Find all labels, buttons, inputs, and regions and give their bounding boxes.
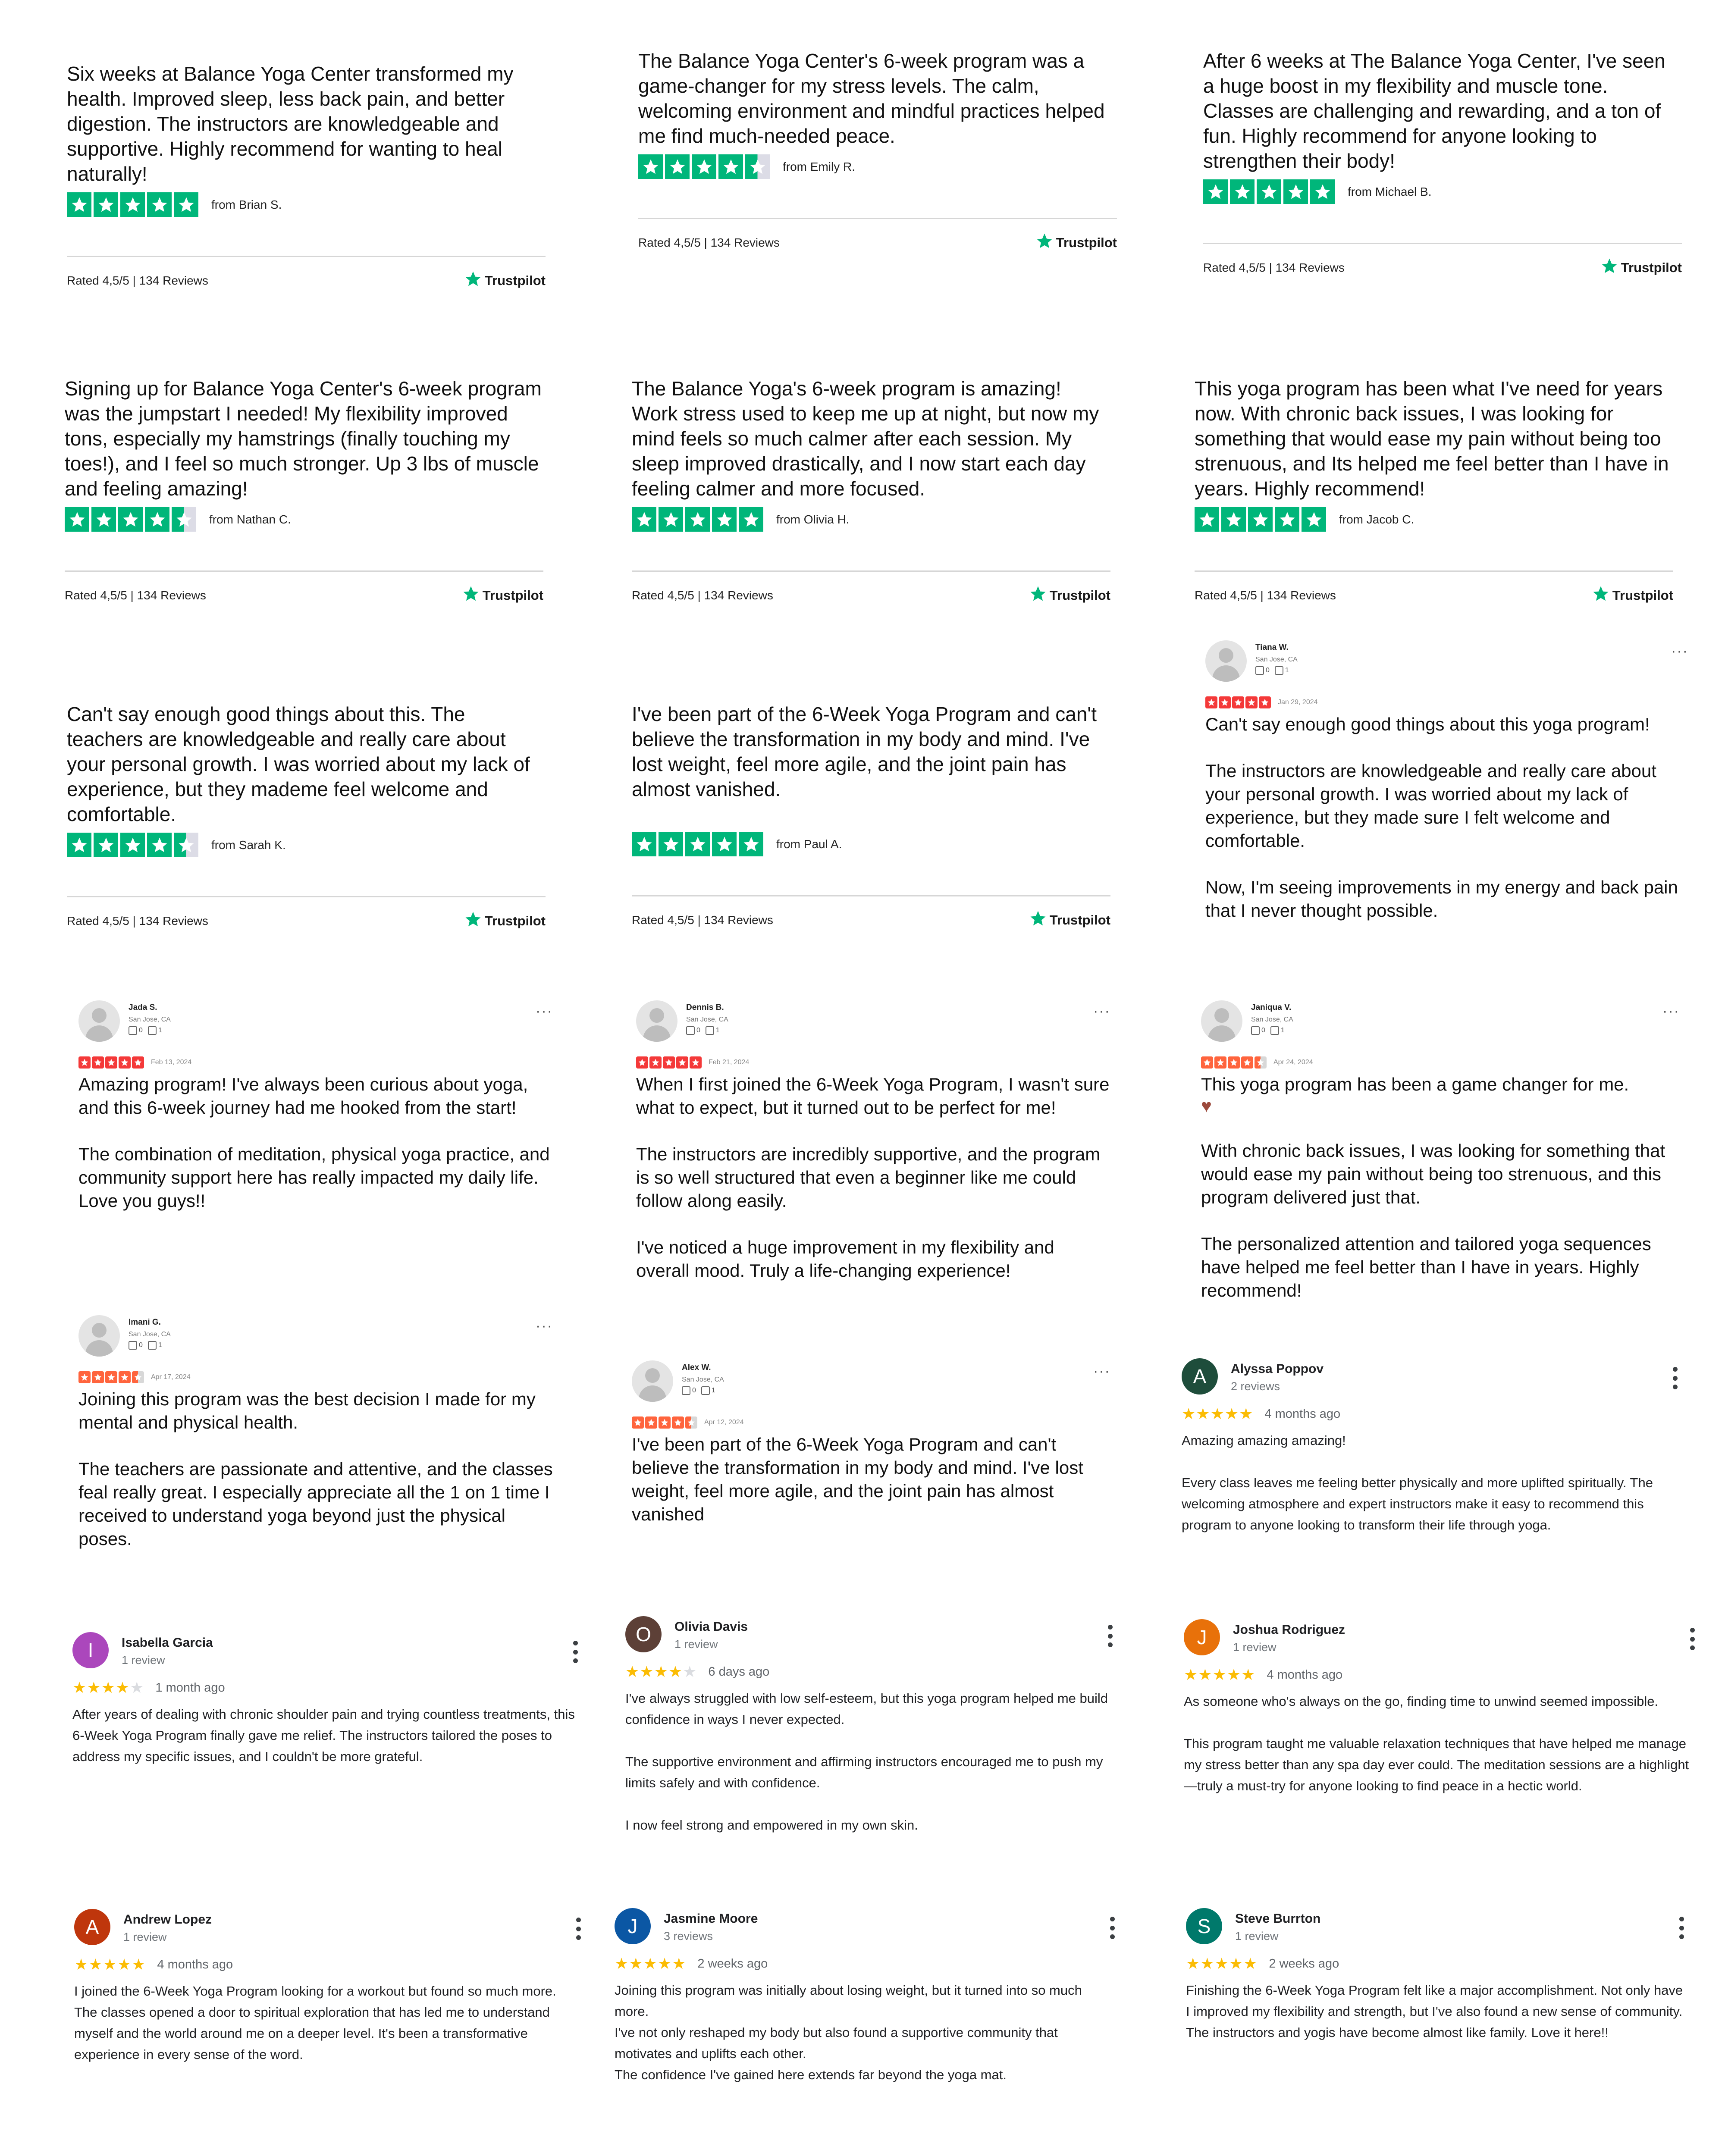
trustpilot-star-icon (1035, 232, 1054, 254)
rating-summary: Rated 4,5/5 | 134 Reviews (1203, 261, 1345, 274)
star-icon (92, 1056, 104, 1069)
rating-summary: Rated 4,5/5 | 134 Reviews (638, 236, 780, 249)
avatar[interactable]: S (1186, 1908, 1222, 1944)
review-count: 1 review (1235, 1930, 1279, 1943)
star-icon (78, 1056, 91, 1069)
more-options-icon[interactable]: ··· (1093, 1363, 1110, 1379)
reviewer-stats (1255, 666, 1289, 675)
avatar[interactable] (1205, 640, 1247, 682)
yelp-review-card (632, 1360, 1110, 1526)
avatar[interactable]: O (625, 1616, 662, 1652)
star-rating (1184, 1666, 1255, 1684)
reviewer-name[interactable]: Alyssa Poppov (1231, 1362, 1324, 1376)
friends-icon: 0 (686, 1026, 700, 1035)
star-icon: ★ (74, 1955, 89, 1973)
avatar[interactable]: J (1184, 1619, 1220, 1655)
star-rating (1186, 1955, 1258, 1973)
avatar[interactable]: J (615, 1908, 651, 1944)
friends-icon: 0 (682, 1386, 696, 1395)
star-icon: ★ (668, 1663, 683, 1680)
star-icon: ★ (1229, 1955, 1244, 1972)
review-date: Apr 12, 2024 (704, 1419, 744, 1426)
star-icon (739, 832, 763, 856)
trustpilot-logo[interactable]: Trustpilot (464, 910, 546, 932)
review-age: 1 month ago (155, 1680, 225, 1695)
star-icon (1259, 696, 1271, 708)
star-rating (632, 507, 763, 532)
star-icon: ★ (1198, 1666, 1213, 1683)
star-icon (659, 507, 683, 532)
trustpilot-star-icon (462, 585, 480, 606)
review-text: This yoga program has been what I've need for years now. With chronic back issues, I was looking for something that would ease my pain without being too strenuous, and Its helped me feel better than I have in years. Highly recommend! (1195, 377, 1669, 500)
review-age: 2 weeks ago (697, 1956, 768, 1971)
star-icon: ★ (1210, 1405, 1225, 1423)
star-icon (690, 1056, 702, 1069)
star-icon (1230, 179, 1255, 204)
star-icon (1221, 507, 1246, 532)
heart-emoji: ♥ (1201, 1096, 1212, 1116)
star-icon (1219, 696, 1231, 708)
divider (67, 896, 546, 897)
star-icon (172, 507, 196, 532)
google-review-card (72, 1632, 578, 1813)
avatar[interactable] (78, 1000, 120, 1042)
rating-summary: Rated 4,5/5 | 134 Reviews (67, 914, 208, 928)
review-text: Finishing the 6-Week Yoga Program felt like a major accomplishment. Not only have I improved my flexibility and strength, but I've also found a new sense of community. The instructors and yogis have become almost like family. Love it here!! (1186, 1983, 1683, 2040)
reviews-icon: 1 (148, 1026, 162, 1035)
star-icon (685, 1416, 697, 1429)
avatar[interactable] (636, 1000, 677, 1042)
trustpilot-review-card (632, 376, 1110, 606)
rating-summary: Rated 4,5/5 | 134 Reviews (67, 274, 208, 287)
avatar[interactable]: I (72, 1632, 109, 1668)
star-icon: ★ (101, 1679, 116, 1696)
star-icon (685, 832, 710, 856)
avatar[interactable]: A (74, 1909, 110, 1945)
star-icon (645, 1416, 657, 1429)
review-count: 1 review (123, 1930, 167, 1943)
star-icon (120, 192, 145, 217)
review-count: 1 review (122, 1654, 165, 1667)
star-icon (119, 1371, 131, 1383)
star-icon (1255, 1056, 1267, 1069)
trustpilot-star-icon (1029, 585, 1047, 606)
star-icon (94, 833, 118, 857)
yelp-review-card (78, 1315, 553, 1551)
reviewer-stats (129, 1026, 162, 1035)
reviewer-name: from Brian S. (211, 197, 282, 211)
rating-summary: Rated 4,5/5 | 134 Reviews (65, 589, 206, 602)
star-icon (676, 1056, 688, 1069)
star-rating (632, 1416, 697, 1429)
reviewer-name[interactable]: Alex W. (682, 1363, 711, 1372)
more-options-icon[interactable]: ··· (1671, 643, 1688, 659)
reviews-icon: 1 (701, 1386, 715, 1395)
star-icon (1195, 507, 1219, 532)
star-icon (1302, 507, 1326, 532)
star-rating (74, 1955, 146, 1974)
review-count: 3 reviews (664, 1930, 713, 1943)
star-icon (1214, 1056, 1226, 1069)
yelp-review-card (636, 1000, 1110, 1282)
review-text: Can't say enough good things about this yoga program! The instructors are knowledgeable and really care about your personal growth. I was worried about my lack of experience, but they made sure I felt welcome and comfortable. Now, I'm seeing improvements in my energy and back pain that I never thought possible. (1205, 714, 1678, 921)
review-text: The Balance Yoga's 6-week program is amazing! Work stress used to keep me up at night, but now my mind feels so much calmer after each session. My sleep improved drastically, and I now start each day feeling calmer and more focused. (632, 377, 1099, 500)
star-icon: ★ (1196, 1405, 1211, 1423)
trustpilot-logo[interactable]: Trustpilot (462, 585, 543, 606)
star-icon (1257, 179, 1281, 204)
star-icon (1310, 179, 1335, 204)
review-text: The Balance Yoga Center's 6-week program was a game-changer for my stress levels. The calm, welcoming environment and mindful practices helped me find much-needed peace. (638, 50, 1105, 147)
star-icon (665, 154, 690, 179)
reviewer-name[interactable]: Joshua Rodriguez (1233, 1623, 1346, 1637)
star-icon (638, 154, 663, 179)
star-icon: ★ (130, 1679, 144, 1696)
star-icon: ★ (87, 1679, 101, 1696)
star-icon: ★ (629, 1955, 643, 1972)
star-icon: ★ (88, 1955, 103, 1973)
review-text: Amazing amazing amazing! Every class leaves me feeling better physically and more uplifted spiritually. The welcoming atmosphere and expert instructors make it easy to recommend this program to anyone looking to transform their life through yoga. (1182, 1433, 1653, 1532)
star-icon (1283, 179, 1308, 204)
star-icon (1245, 696, 1258, 708)
star-rating (67, 833, 198, 857)
star-icon (174, 833, 198, 857)
review-text: This yoga program has been a game changer for me. (1201, 1074, 1629, 1094)
star-icon: ★ (625, 1663, 640, 1680)
star-icon: ★ (1212, 1666, 1227, 1683)
trustpilot-review-card (67, 702, 546, 932)
more-options-icon[interactable]: ··· (1662, 1003, 1680, 1019)
star-rating (1182, 1405, 1253, 1423)
star-icon: ★ (72, 1679, 87, 1696)
star-icon: ★ (643, 1955, 658, 1972)
trustpilot-review-card (638, 48, 1117, 254)
star-rating (632, 832, 763, 856)
google-review-card (1186, 1908, 1684, 2089)
rating-summary: Rated 4,5/5 | 134 Reviews (1195, 589, 1336, 602)
divider (632, 895, 1110, 896)
reviewer-location: San Jose, CA (1251, 1016, 1293, 1023)
avatar[interactable] (78, 1315, 120, 1357)
yelp-review-card (1205, 640, 1688, 922)
star-icon (712, 507, 737, 532)
reviewer-name[interactable]: Imani G. (129, 1318, 161, 1327)
star-icon (692, 154, 716, 179)
reviewer-name[interactable]: Janiqua V. (1251, 1003, 1292, 1012)
reviewer-name: from Sarah K. (211, 838, 286, 852)
rating-summary: Rated 4,5/5 | 134 Reviews (632, 913, 773, 927)
star-icon (119, 1056, 131, 1069)
star-icon: ★ (672, 1955, 687, 1972)
star-rating (636, 1056, 702, 1069)
review-age: 6 days ago (708, 1664, 770, 1679)
google-review-card (74, 1909, 581, 2090)
reviewer-name[interactable]: Dennis B. (686, 1003, 724, 1012)
star-rating (1203, 179, 1335, 204)
google-review-card (615, 1908, 1115, 2089)
star-icon: ★ (615, 1955, 629, 1972)
star-icon (659, 832, 683, 856)
star-icon (1275, 507, 1299, 532)
reviewer-name[interactable]: Olivia Davis (674, 1620, 748, 1634)
more-options-icon[interactable]: ··· (536, 1318, 553, 1334)
reviewer-location: San Jose, CA (686, 1016, 728, 1023)
divider (1195, 570, 1673, 572)
trustpilot-logo[interactable]: Trustpilot (1592, 585, 1673, 606)
trustpilot-review-card (1195, 376, 1673, 606)
star-icon (632, 832, 656, 856)
yelp-review-card (1201, 1000, 1680, 1302)
avatar[interactable]: A (1182, 1358, 1218, 1395)
star-icon (632, 507, 656, 532)
review-text: I joined the 6-Week Yoga Program looking for a workout but found so much more. The classes opened a door to spiritual exploration that has led me to understand myself and the world around me on a deeper level. It's been a transformative experience in every sense of the word. (74, 1984, 556, 2062)
review-text: Amazing program! I've always been curious about yoga, and this 6-week journey had me hooked from the start! The combination of meditation, physical yoga practice, and community support here has really impacted my daily life. Love you guys!! (78, 1074, 550, 1211)
review-count: 2 reviews (1231, 1380, 1280, 1393)
star-icon (174, 192, 198, 217)
review-text: Can't say enough good things about this. The teachers are knowledgeable and really care about your personal growth. I was worried about my lack of experience, but they mademe feel welcome and comfortable. (67, 703, 530, 825)
google-review-card (1182, 1358, 1678, 1565)
reviewer-name[interactable]: Tiana W. (1255, 643, 1289, 652)
reviewer-stats (682, 1386, 715, 1395)
review-date: Apr 17, 2024 (151, 1373, 191, 1381)
more-options-icon[interactable] (1110, 1917, 1115, 1939)
star-rating (1201, 1056, 1267, 1069)
star-icon (67, 192, 91, 217)
star-icon (105, 1056, 117, 1069)
more-options-icon[interactable] (573, 1641, 578, 1663)
star-icon: ★ (640, 1663, 654, 1680)
star-icon: ★ (1239, 1405, 1254, 1423)
star-rating (638, 154, 770, 179)
star-icon (1241, 1056, 1253, 1069)
reviewer-name[interactable]: Andrew Lopez (123, 1912, 212, 1927)
star-rating (615, 1955, 686, 1973)
google-review-card (625, 1616, 1113, 1858)
reviews-icon: 1 (1270, 1026, 1285, 1035)
star-rating (78, 1371, 144, 1383)
reviewer-name[interactable]: Isabella Garcia (122, 1636, 213, 1650)
reviews-icon: 1 (148, 1341, 162, 1350)
reviewer-name[interactable]: Steve Burrton (1235, 1912, 1321, 1926)
review-text: As someone who's always on the go, finding time to unwind seemed impossible. This program taught me valuable relaxation techniques that have helped me manage my stress better than any spa day ever could. The meditation sessions are a highlight—truly a must-try for anyone looking to find peace in a hectic world. (1184, 1694, 1689, 1793)
review-date: Feb 21, 2024 (709, 1059, 750, 1066)
star-icon (712, 832, 737, 856)
trustpilot-logo[interactable]: Trustpilot (1029, 909, 1110, 931)
star-rating (625, 1663, 697, 1681)
more-options-icon[interactable] (1679, 1917, 1684, 1939)
trustpilot-logo[interactable]: Trustpilot (464, 270, 546, 291)
review-text: Six weeks at Balance Yoga Center transformed my health. Improved sleep, less back pain, and better digestion. The instructors are knowledgeable and supportive. Highly recommend for wanting to heal naturally! (67, 63, 514, 185)
star-icon: ★ (1241, 1666, 1256, 1683)
review-text: I've been part of the 6-Week Yoga Program and can't believe the transformation in my body and mind. I've lost weight, feel more agile, and the joint pain has almost vanished. (632, 703, 1097, 800)
friends-icon: 0 (1255, 666, 1270, 675)
reviewer-location: San Jose, CA (129, 1331, 171, 1338)
trustpilot-star-icon (1029, 909, 1047, 931)
trustpilot-star-icon (1592, 585, 1610, 606)
star-icon (718, 154, 743, 179)
star-icon (118, 507, 143, 532)
star-icon (132, 1056, 144, 1069)
review-text: Joining this program was the best decision I made for my mental and physical health. The teachers are passionate and attentive, and the classes feal really great. I especially appreciate all the 1 on 1 time I received to understand yoga beyond just the physical poses. (78, 1389, 553, 1549)
trustpilot-star-icon (1600, 257, 1618, 279)
star-icon: ★ (1226, 1666, 1242, 1683)
trustpilot-review-card (632, 702, 1110, 931)
star-icon (65, 507, 89, 532)
star-icon: ★ (683, 1663, 697, 1680)
review-date: Apr 24, 2024 (1273, 1059, 1313, 1066)
review-count: 1 review (1233, 1641, 1276, 1654)
trustpilot-review-card (1203, 48, 1682, 279)
star-icon (739, 507, 763, 532)
star-icon: ★ (657, 1955, 672, 1972)
rating-summary: Rated 4,5/5 | 134 Reviews (632, 589, 773, 602)
reviewer-name: from Emily R. (783, 160, 855, 173)
reviewer-location: San Jose, CA (1255, 656, 1298, 663)
star-icon: ★ (132, 1955, 146, 1973)
divider (67, 256, 546, 257)
star-icon: ★ (115, 1679, 130, 1696)
star-icon (67, 833, 91, 857)
star-icon (1203, 179, 1228, 204)
trustpilot-review-card (67, 61, 546, 291)
review-text: When I first joined the 6-Week Yoga Program, I wasn't sure what to expect, but it turned out to be perfect for me! The instructors are incredibly supportive, and the program is so well structured that even a beginner like me could follow along easily. I've noticed a huge improvement in my flexibility and overall mood. Truly a life-changing experience! (636, 1074, 1110, 1281)
review-age: 4 months ago (157, 1957, 233, 1971)
reviewer-location: San Jose, CA (129, 1016, 171, 1023)
friends-icon: 0 (129, 1341, 143, 1350)
review-date: Feb 13, 2024 (151, 1059, 192, 1066)
review-count: 1 review (674, 1638, 718, 1651)
reviews-icon: 1 (1275, 666, 1289, 675)
star-icon (92, 1371, 104, 1383)
review-age: 2 weeks ago (1269, 1956, 1339, 1971)
star-rating (78, 1056, 144, 1069)
reviewer-name: from Paul A. (776, 837, 842, 851)
star-icon: ★ (1200, 1955, 1215, 1972)
star-rating (72, 1679, 144, 1697)
reviewer-name: from Jacob C. (1339, 512, 1414, 526)
trustpilot-logo[interactable]: Trustpilot (1029, 585, 1110, 606)
avatar[interactable] (1201, 1000, 1242, 1042)
review-text: After years of dealing with chronic shoulder pain and trying countless treatments, this 6-Week Yoga Program finally gave me relief. The instructors tailored the poses to address my specific issues, and I couldn't be more grateful. (72, 1707, 575, 1764)
star-icon (1228, 1056, 1240, 1069)
star-icon (632, 1416, 644, 1429)
more-options-icon[interactable]: ··· (1093, 1003, 1110, 1019)
star-rating (1195, 507, 1326, 532)
star-icon (1205, 696, 1217, 708)
star-icon: ★ (1186, 1955, 1201, 1972)
trustpilot-review-card (65, 376, 543, 606)
star-icon (1248, 507, 1273, 532)
divider (638, 218, 1117, 219)
star-icon (1201, 1056, 1213, 1069)
star-icon: ★ (654, 1663, 668, 1680)
friends-icon: 0 (1251, 1026, 1265, 1035)
yelp-review-card (78, 1000, 553, 1213)
star-icon (91, 507, 116, 532)
star-icon: ★ (1214, 1955, 1229, 1972)
reviewer-name: from Michael B. (1348, 185, 1432, 198)
star-icon (663, 1056, 675, 1069)
star-icon: ★ (117, 1955, 132, 1973)
review-age: 4 months ago (1267, 1667, 1343, 1682)
review-date: Jan 29, 2024 (1278, 699, 1318, 706)
reviewer-name: from Nathan C. (209, 512, 291, 526)
star-icon (145, 507, 169, 532)
star-icon: ★ (103, 1955, 117, 1973)
more-options-icon[interactable] (1690, 1628, 1695, 1650)
star-icon (649, 1056, 662, 1069)
reviewer-name: from Olivia H. (776, 512, 850, 526)
reviews-icon: 1 (706, 1026, 720, 1035)
trustpilot-logo[interactable]: Trustpilot (1600, 257, 1682, 279)
divider (65, 570, 543, 572)
star-icon (120, 833, 145, 857)
friends-icon: 0 (129, 1026, 143, 1035)
review-age: 4 months ago (1264, 1407, 1341, 1421)
review-text: I've been part of the 6-Week Yoga Program and can't believe the transformation in my body and mind. I've lost weight, feel more agile, and the joint pain has almost vanished (632, 1434, 1083, 1524)
review-text: I've always struggled with low self-esteem, but this yoga program helped me build confidence in ways I never expected. The supportive environment and affirming instructors encouraged me to push my limits safely and with confidence. I now feel strong and empowered in my own skin. (625, 1691, 1108, 1833)
more-options-icon[interactable]: ··· (536, 1003, 553, 1019)
star-icon (672, 1416, 684, 1429)
review-text-continued: With chronic back issues, I was looking for something that would ease my pain without being too strenuous, and this program delivered just that. The personalized attention and tailored yoga sequences have helped me feel better than I have in years. Highly recommend! (1201, 1141, 1665, 1300)
star-icon (94, 192, 118, 217)
star-icon: ★ (1243, 1955, 1258, 1972)
star-icon: ★ (1182, 1405, 1196, 1423)
star-rating (67, 192, 198, 217)
star-icon (1232, 696, 1244, 708)
more-options-icon[interactable] (1107, 1625, 1113, 1647)
star-rating (1205, 696, 1271, 708)
reviewer-name[interactable]: Jada S. (129, 1003, 157, 1012)
avatar[interactable] (632, 1360, 673, 1402)
reviewer-stats (1251, 1026, 1285, 1035)
more-options-icon[interactable] (1672, 1367, 1678, 1389)
trustpilot-star-icon (464, 270, 482, 291)
star-icon (685, 507, 710, 532)
divider (1203, 243, 1682, 244)
reviewer-name[interactable]: Jasmine Moore (664, 1912, 758, 1926)
reviewer-location: San Jose, CA (682, 1376, 724, 1383)
trustpilot-logo[interactable]: Trustpilot (1035, 232, 1117, 254)
star-icon (147, 192, 172, 217)
more-options-icon[interactable] (576, 1918, 581, 1940)
star-rating (65, 507, 196, 532)
star-icon (132, 1371, 144, 1383)
reviewer-stats (686, 1026, 720, 1035)
review-text: After 6 weeks at The Balance Yoga Center, I've seen a huge boost in my flexibility and muscle tone. Classes are challenging and rewarding, and a ton of fun. Highly recommend for anyone looking to strengthen their body! (1203, 50, 1665, 172)
star-icon: ★ (1224, 1405, 1239, 1423)
divider (632, 570, 1110, 572)
star-icon (147, 833, 172, 857)
google-review-card (1184, 1619, 1695, 1861)
reviewer-stats (129, 1341, 162, 1350)
star-icon: ★ (1184, 1666, 1198, 1683)
review-text: Signing up for Balance Yoga Center's 6-week program was the jumpstart I needed! My flexibility improved tons, especially my hamstrings (finally touching my toes!), and I feel so much stronger. Up 3 lbs of muscle and feeling amazing! (65, 377, 542, 500)
star-icon (636, 1056, 648, 1069)
star-icon (78, 1371, 91, 1383)
star-icon (105, 1371, 117, 1383)
review-text: Joining this program was initially about losing weight, but it turned into so much more. I've not only reshaped my body but also found a supportive community that motivates and uplifts each other. The confidence I've gained here extends far beyond the yoga mat. (615, 1983, 1082, 2082)
trustpilot-star-icon (464, 910, 482, 932)
star-icon (745, 154, 770, 179)
star-icon (659, 1416, 671, 1429)
